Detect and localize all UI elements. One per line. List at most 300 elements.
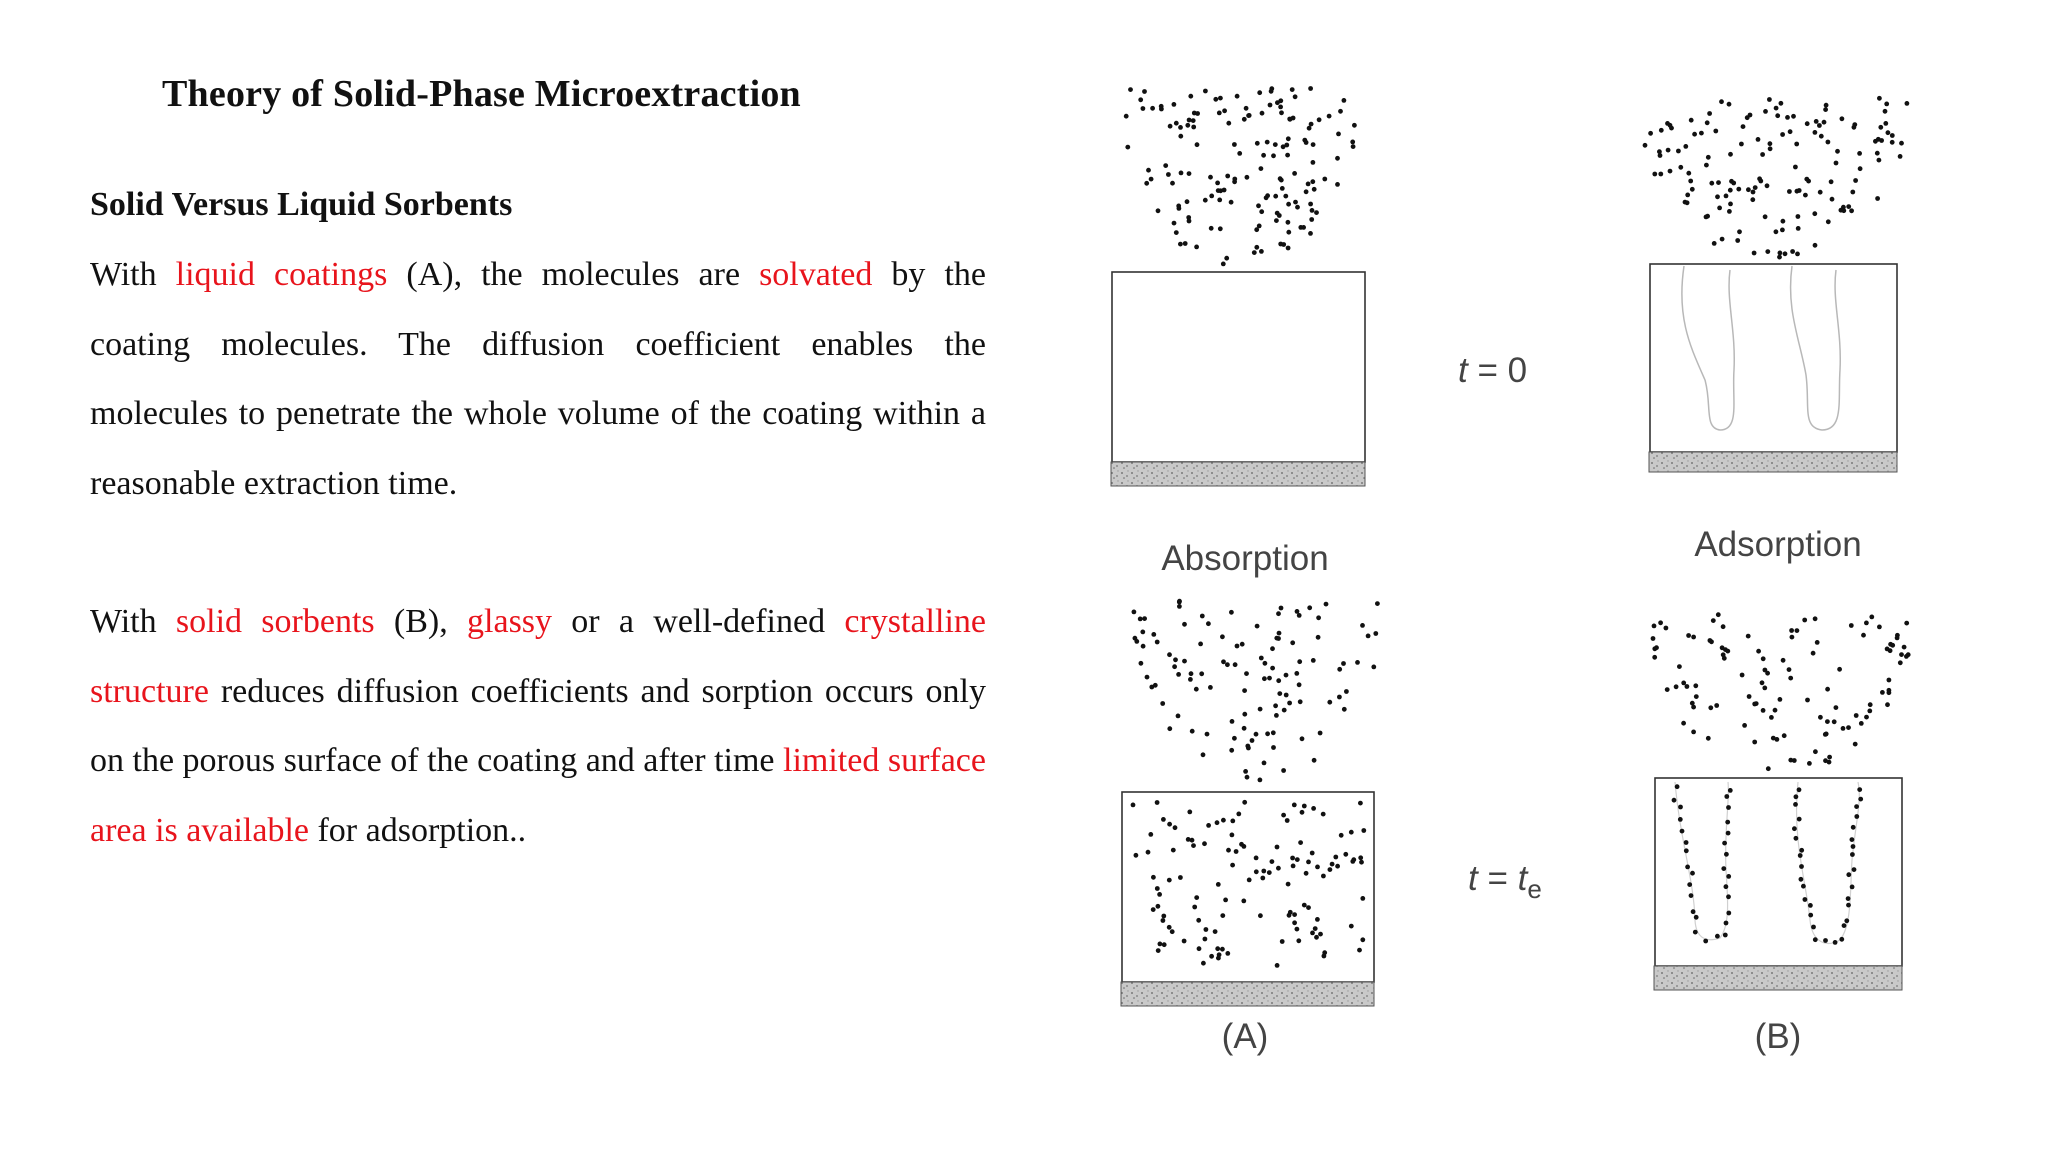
- molecule-dot: [1176, 204, 1181, 209]
- molecule-dot: [1174, 230, 1179, 235]
- molecule-dot: [1155, 800, 1160, 805]
- molecule-dot: [1255, 141, 1260, 146]
- molecule-dot: [1857, 787, 1862, 792]
- molecule-dot: [1155, 640, 1160, 645]
- molecule-dot: [1204, 927, 1209, 932]
- molecule-dot: [1215, 181, 1220, 186]
- molecule-dot: [1723, 933, 1728, 938]
- molecule-dot: [1678, 165, 1683, 170]
- molecule-dot: [1728, 788, 1733, 793]
- molecule-dot: [1724, 794, 1729, 799]
- molecule-dot: [1167, 878, 1172, 883]
- molecule-dot: [1648, 131, 1653, 136]
- molecule-dot: [1777, 255, 1782, 260]
- molecule-dot: [1849, 208, 1854, 213]
- molecule-dot: [1203, 89, 1208, 94]
- molecule-dot: [1798, 853, 1803, 858]
- molecule-dot: [1199, 671, 1204, 676]
- molecule-dot: [1247, 113, 1252, 118]
- molecule-dot: [1337, 695, 1342, 700]
- molecule-dot: [1277, 691, 1282, 696]
- para-b-text-1: With: [90, 603, 176, 640]
- molecule-dot: [1815, 640, 1820, 645]
- molecule-dot: [1304, 871, 1309, 876]
- molecule-dot: [1155, 886, 1160, 891]
- molecule-dot: [1768, 146, 1773, 151]
- molecule-dot: [1208, 175, 1213, 180]
- molecule-dot: [1731, 181, 1736, 186]
- molecule-dot: [1685, 193, 1690, 198]
- molecule-dot: [1875, 196, 1880, 201]
- molecule-dot: [1736, 187, 1741, 192]
- molecule-dot: [1681, 681, 1686, 686]
- label-te-subscript: e: [1527, 874, 1542, 904]
- molecule-dot: [1850, 852, 1855, 857]
- molecule-dot: [1775, 113, 1780, 118]
- molecule-dot: [1255, 624, 1260, 629]
- molecule-dot: [1778, 697, 1783, 702]
- molecule-dot: [1178, 242, 1183, 247]
- panel-adsorption-t0: [1643, 96, 1910, 472]
- molecule-dot: [1291, 116, 1296, 121]
- molecule-dot: [1712, 241, 1717, 246]
- molecule-dot: [1678, 817, 1683, 822]
- molecule-dot: [1811, 651, 1816, 656]
- molecule-dot: [1790, 635, 1795, 640]
- molecule-dot: [1290, 856, 1295, 861]
- molecule-dot: [1867, 709, 1872, 714]
- molecule-dot: [1200, 614, 1205, 619]
- molecule-dot: [1221, 659, 1226, 664]
- molecule-dot: [1142, 616, 1147, 621]
- molecule-dot: [1664, 626, 1669, 631]
- molecule-dot: [1704, 163, 1709, 168]
- molecule-dot: [1691, 705, 1696, 710]
- molecule-dot: [1333, 855, 1338, 860]
- molecule-dot: [1177, 604, 1182, 609]
- molecule-dot: [1877, 96, 1882, 101]
- molecule-dot: [1783, 251, 1788, 256]
- molecule-dot: [1358, 801, 1363, 806]
- molecule-dot: [1225, 662, 1230, 667]
- molecule-dot: [1263, 661, 1268, 666]
- molecule-dot: [1140, 630, 1145, 635]
- sorption-diagram: [1080, 80, 1930, 1070]
- label-adsorption: Adsorption: [1694, 525, 1862, 564]
- molecule-dot: [1274, 218, 1279, 223]
- molecule-dot: [1230, 833, 1235, 838]
- liquid-coating-box-1: [1112, 272, 1365, 462]
- molecule-dot: [1780, 132, 1785, 137]
- molecule-dot: [1259, 209, 1264, 214]
- molecule-dot: [1173, 657, 1178, 662]
- molecule-dot: [1271, 730, 1276, 735]
- molecule-dot: [1158, 942, 1163, 947]
- molecule-dot: [1683, 144, 1688, 149]
- molecule-dot: [1229, 200, 1234, 205]
- molecule-dot: [1724, 852, 1729, 857]
- molecule-dot: [1706, 155, 1711, 160]
- molecule-dot: [1837, 667, 1842, 672]
- molecule-dot: [1760, 152, 1765, 157]
- molecule-dot: [1308, 202, 1313, 207]
- molecule-dot: [1286, 230, 1291, 235]
- molecule-dot: [1274, 713, 1279, 718]
- molecule-dot: [1279, 606, 1284, 611]
- molecule-dot: [1753, 185, 1758, 190]
- molecule-dot: [1177, 599, 1182, 604]
- molecule-dot: [1277, 213, 1282, 218]
- molecule-dot: [1182, 659, 1187, 664]
- molecule-dot: [1714, 703, 1719, 708]
- molecule-dot: [1327, 700, 1332, 705]
- molecule-dot: [1721, 866, 1726, 871]
- molecule-dot: [1827, 760, 1832, 765]
- molecule-dot: [1258, 913, 1263, 918]
- molecule-dot: [1148, 832, 1153, 837]
- molecule-dot: [1818, 190, 1823, 195]
- molecule-dot: [1708, 705, 1713, 710]
- molecule-dot: [1812, 211, 1817, 216]
- molecule-dot: [1260, 876, 1265, 881]
- molecule-dot: [1813, 243, 1818, 248]
- molecule-dot: [1864, 715, 1869, 720]
- para-b-text-3: or a well-defined: [552, 603, 845, 640]
- molecule-dot: [1883, 121, 1888, 126]
- molecule-dot: [1230, 719, 1235, 724]
- molecule-dot: [1302, 903, 1307, 908]
- molecule-dot: [1788, 676, 1793, 681]
- molecule-dot: [1297, 659, 1302, 664]
- molecule-dot: [1709, 639, 1714, 644]
- molecule-dot: [1201, 961, 1206, 966]
- molecule-dot: [1797, 817, 1802, 822]
- molecule-dot: [1156, 208, 1161, 213]
- molecule-dot: [1693, 683, 1698, 688]
- molecule-dot: [1765, 183, 1770, 188]
- molecule-dot: [1259, 656, 1264, 661]
- molecule-dot: [1844, 918, 1849, 923]
- molecule-dot: [1242, 712, 1247, 717]
- molecule-dot: [1308, 231, 1313, 236]
- molecule-dot: [1887, 688, 1892, 693]
- molecule-dot: [1327, 114, 1332, 119]
- molecule-dot: [1694, 694, 1699, 699]
- molecule-dot: [1795, 628, 1800, 633]
- molecule-dot: [1315, 917, 1320, 922]
- molecule-dot: [1213, 929, 1218, 934]
- molecule-dot: [1724, 921, 1729, 926]
- molecule-dot: [1840, 116, 1845, 121]
- molecule-dot: [1271, 153, 1276, 158]
- molecule-dot: [1763, 668, 1768, 673]
- molecule-dot: [1307, 126, 1312, 131]
- molecule-dot: [1132, 610, 1137, 615]
- molecule-dot: [1247, 878, 1252, 883]
- molecule-dot: [1665, 687, 1670, 692]
- molecule-dot: [1726, 911, 1731, 916]
- molecule-dot: [1684, 840, 1689, 845]
- molecule-dot: [1235, 94, 1240, 99]
- molecule-dot: [1371, 665, 1376, 670]
- label-te-var-2: t: [1517, 859, 1528, 898]
- molecule-dot: [1686, 171, 1691, 176]
- molecule-dot: [1739, 142, 1744, 147]
- molecule-dot: [1767, 97, 1772, 102]
- molecule-dot: [1699, 131, 1704, 136]
- molecule-dot: [1226, 121, 1231, 126]
- molecule-dot: [1260, 111, 1265, 116]
- molecule-dot: [1659, 128, 1664, 133]
- molecule-dot: [1225, 174, 1230, 179]
- molecule-dot: [1312, 187, 1317, 192]
- molecule-dot: [1792, 826, 1797, 831]
- molecule-dot: [1284, 673, 1289, 678]
- molecule-dot: [1680, 829, 1685, 834]
- molecule-dot: [1802, 618, 1807, 623]
- molecule-dot: [1278, 98, 1283, 103]
- molecule-dot: [1842, 923, 1847, 928]
- molecule-dot: [1156, 904, 1161, 909]
- molecule-dot: [1794, 794, 1799, 799]
- molecule-dot: [1213, 97, 1218, 102]
- molecule-dot: [1794, 142, 1799, 147]
- molecule-dot: [1151, 875, 1156, 880]
- molecule-dot: [1890, 140, 1895, 145]
- molecule-dot: [1173, 825, 1178, 830]
- molecule-dot: [1690, 871, 1695, 876]
- molecule-dot: [1188, 677, 1193, 682]
- molecule-dot: [1335, 156, 1340, 161]
- molecule-dot: [1215, 946, 1220, 951]
- molecule-dot: [1216, 956, 1221, 961]
- molecule-dot: [1167, 822, 1172, 827]
- molecule-dot: [1337, 667, 1342, 672]
- molecule-dot: [1286, 220, 1291, 225]
- molecule-dot: [1762, 686, 1767, 691]
- molecule-dot: [1898, 154, 1903, 159]
- molecule-dot: [1270, 646, 1275, 651]
- molecule-dot: [1276, 611, 1281, 616]
- molecule-dot: [1150, 106, 1155, 111]
- molecule-dot: [1774, 229, 1779, 234]
- molecule-dot: [1314, 210, 1319, 215]
- molecule-dot: [1873, 139, 1878, 144]
- molecule-dot: [1318, 731, 1323, 736]
- molecule-dot: [1310, 851, 1315, 856]
- molecule-dot: [1880, 690, 1885, 695]
- molecule-dot: [1725, 820, 1730, 825]
- molecule-dot: [1311, 806, 1316, 811]
- molecule-dot: [1877, 625, 1882, 630]
- molecule-dot: [1726, 894, 1731, 899]
- molecule-dot: [1144, 181, 1149, 186]
- molecule-dot: [1861, 633, 1866, 638]
- molecule-dot: [1375, 601, 1380, 606]
- molecule-dot: [1134, 853, 1139, 858]
- molecule-dot: [1268, 103, 1273, 108]
- molecule-dot: [1275, 845, 1280, 850]
- molecule-dot: [1257, 90, 1262, 95]
- molecule-dot: [1284, 143, 1289, 148]
- molecule-dot: [1676, 149, 1681, 154]
- molecule-dot: [1654, 645, 1659, 650]
- molecule-dot: [1167, 726, 1172, 731]
- molecule-dot: [1139, 661, 1144, 666]
- molecule-dot: [1125, 145, 1130, 150]
- molecule-dot: [1778, 251, 1783, 256]
- molecule-dot: [1321, 874, 1326, 879]
- molecule-dot: [1189, 671, 1194, 676]
- molecule-dot: [1724, 884, 1729, 889]
- panel-absorption-t0: [1111, 86, 1365, 486]
- molecule-dot: [1298, 840, 1303, 845]
- molecule-dot: [1315, 865, 1320, 870]
- molecule-dot: [1182, 939, 1187, 944]
- molecule-dot: [1713, 129, 1718, 134]
- molecule-dot: [1187, 118, 1192, 123]
- molecule-dot: [1852, 122, 1857, 127]
- para-a-text-3: by the coating molecules. The diffusion coefficient enables the molecules to penetrate the whole volume of the coating within a reasonable extraction time.: [90, 256, 986, 502]
- molecule-dot: [1806, 179, 1811, 184]
- molecule-dot: [1723, 647, 1728, 652]
- molecule-dot: [1261, 153, 1266, 158]
- molecule-dot: [1813, 130, 1818, 135]
- molecule-dot: [1709, 181, 1714, 186]
- molecule-dot: [1295, 609, 1300, 614]
- molecule-dot: [1242, 117, 1247, 122]
- molecule-dot: [1854, 804, 1859, 809]
- molecule-dot: [1878, 125, 1883, 130]
- molecule-dot: [1899, 652, 1904, 657]
- molecule-dot: [1765, 249, 1770, 254]
- molecule-dot: [1342, 707, 1347, 712]
- molecule-dot: [1138, 617, 1143, 622]
- molecule-dot: [1652, 655, 1657, 660]
- analyte-cloud-3: [1132, 599, 1380, 783]
- slide-title: Theory of Solid-Phase Microextraction: [162, 73, 801, 115]
- molecule-dot: [1850, 837, 1855, 842]
- molecule-dot: [1284, 693, 1289, 698]
- molecule-dot: [1300, 810, 1305, 815]
- molecule-dot: [1689, 118, 1694, 123]
- molecule-dot: [1706, 736, 1711, 741]
- molecule-dot: [1153, 683, 1158, 688]
- molecule-dot: [1763, 214, 1768, 219]
- molecule-dot: [1336, 132, 1341, 137]
- molecule-dot: [1172, 102, 1177, 107]
- molecule-dot: [1292, 920, 1297, 925]
- molecule-dot: [1292, 803, 1297, 808]
- molecule-dot: [1890, 133, 1895, 138]
- molecule-dot: [1887, 678, 1892, 683]
- molecule-dot: [1270, 859, 1275, 864]
- molecule-dot: [1727, 209, 1732, 214]
- molecule-dot: [1259, 166, 1264, 171]
- molecule-dot: [1167, 652, 1172, 657]
- molecule-dot: [1727, 102, 1732, 107]
- label-t-zero-var: t: [1458, 351, 1468, 390]
- molecule-dot: [1672, 798, 1677, 803]
- molecule-dot: [1722, 841, 1727, 846]
- molecule-dot: [1359, 860, 1364, 865]
- molecule-dot: [1846, 896, 1851, 901]
- molecule-dot: [1899, 141, 1904, 146]
- molecule-dot: [1796, 226, 1801, 231]
- molecule-dot: [1295, 205, 1300, 210]
- molecule-dot: [1254, 245, 1259, 250]
- molecule-dot: [1677, 664, 1682, 669]
- molecule-dot: [1291, 864, 1296, 869]
- molecule-dot: [1797, 188, 1802, 193]
- molecule-dot: [1766, 766, 1771, 771]
- molecule-dot: [1747, 694, 1752, 699]
- molecule-dot: [1752, 251, 1757, 256]
- molecule-dot: [1223, 898, 1228, 903]
- molecule-dot: [1161, 817, 1166, 822]
- label-t-equilibrium: [1468, 859, 1542, 904]
- molecule-dot: [1245, 175, 1250, 180]
- molecule-dot: [1693, 930, 1698, 935]
- molecule-dot: [1273, 703, 1278, 708]
- molecule-dot: [1803, 897, 1808, 902]
- analyte-cloud-4: [1651, 612, 1911, 771]
- molecule-dot: [1286, 882, 1291, 887]
- molecule-dot: [1846, 872, 1851, 877]
- molecule-dot: [1176, 714, 1181, 719]
- molecule-dot: [1779, 101, 1784, 106]
- molecule-dot: [1789, 628, 1794, 633]
- molecule-dot: [1886, 130, 1891, 135]
- fiber-support-1: [1111, 462, 1365, 486]
- molecule-dot: [1851, 844, 1856, 849]
- molecule-dot: [1841, 726, 1846, 731]
- molecule-dot: [1254, 227, 1259, 232]
- molecule-dot: [1769, 715, 1774, 720]
- molecule-dot: [1254, 732, 1259, 737]
- molecule-dot: [1307, 605, 1312, 610]
- molecule-dot: [1259, 249, 1264, 254]
- molecule-dot: [1868, 702, 1873, 707]
- molecule-dot: [1793, 165, 1798, 170]
- molecule-dot: [1869, 615, 1874, 620]
- molecule-dot: [1675, 784, 1680, 789]
- molecule-dot: [1366, 634, 1371, 639]
- molecule-dot: [1814, 119, 1819, 124]
- molecule-dot: [1689, 893, 1694, 898]
- label-t-zero-rest: = 0: [1467, 351, 1528, 390]
- molecule-dot: [1658, 172, 1663, 177]
- molecule-dot: [1774, 106, 1779, 111]
- molecule-dot: [1705, 120, 1710, 125]
- molecule-dot: [1756, 649, 1761, 654]
- molecule-dot: [1142, 89, 1147, 94]
- molecule-dot: [1226, 848, 1231, 853]
- molecule-dot: [1823, 938, 1828, 943]
- molecule-dot: [1763, 109, 1768, 114]
- molecule-dot: [1297, 682, 1302, 687]
- molecule-dot: [1782, 733, 1787, 738]
- molecule-dot: [1233, 662, 1238, 667]
- molecule-dot: [1651, 636, 1656, 641]
- molecule-dot: [1791, 114, 1796, 119]
- molecule-dot: [1788, 129, 1793, 134]
- molecule-dot: [1355, 660, 1360, 665]
- molecule-dot: [1309, 217, 1314, 222]
- molecule-dot: [1780, 228, 1785, 233]
- molecule-dot: [1208, 685, 1213, 690]
- molecule-dot: [1224, 256, 1229, 261]
